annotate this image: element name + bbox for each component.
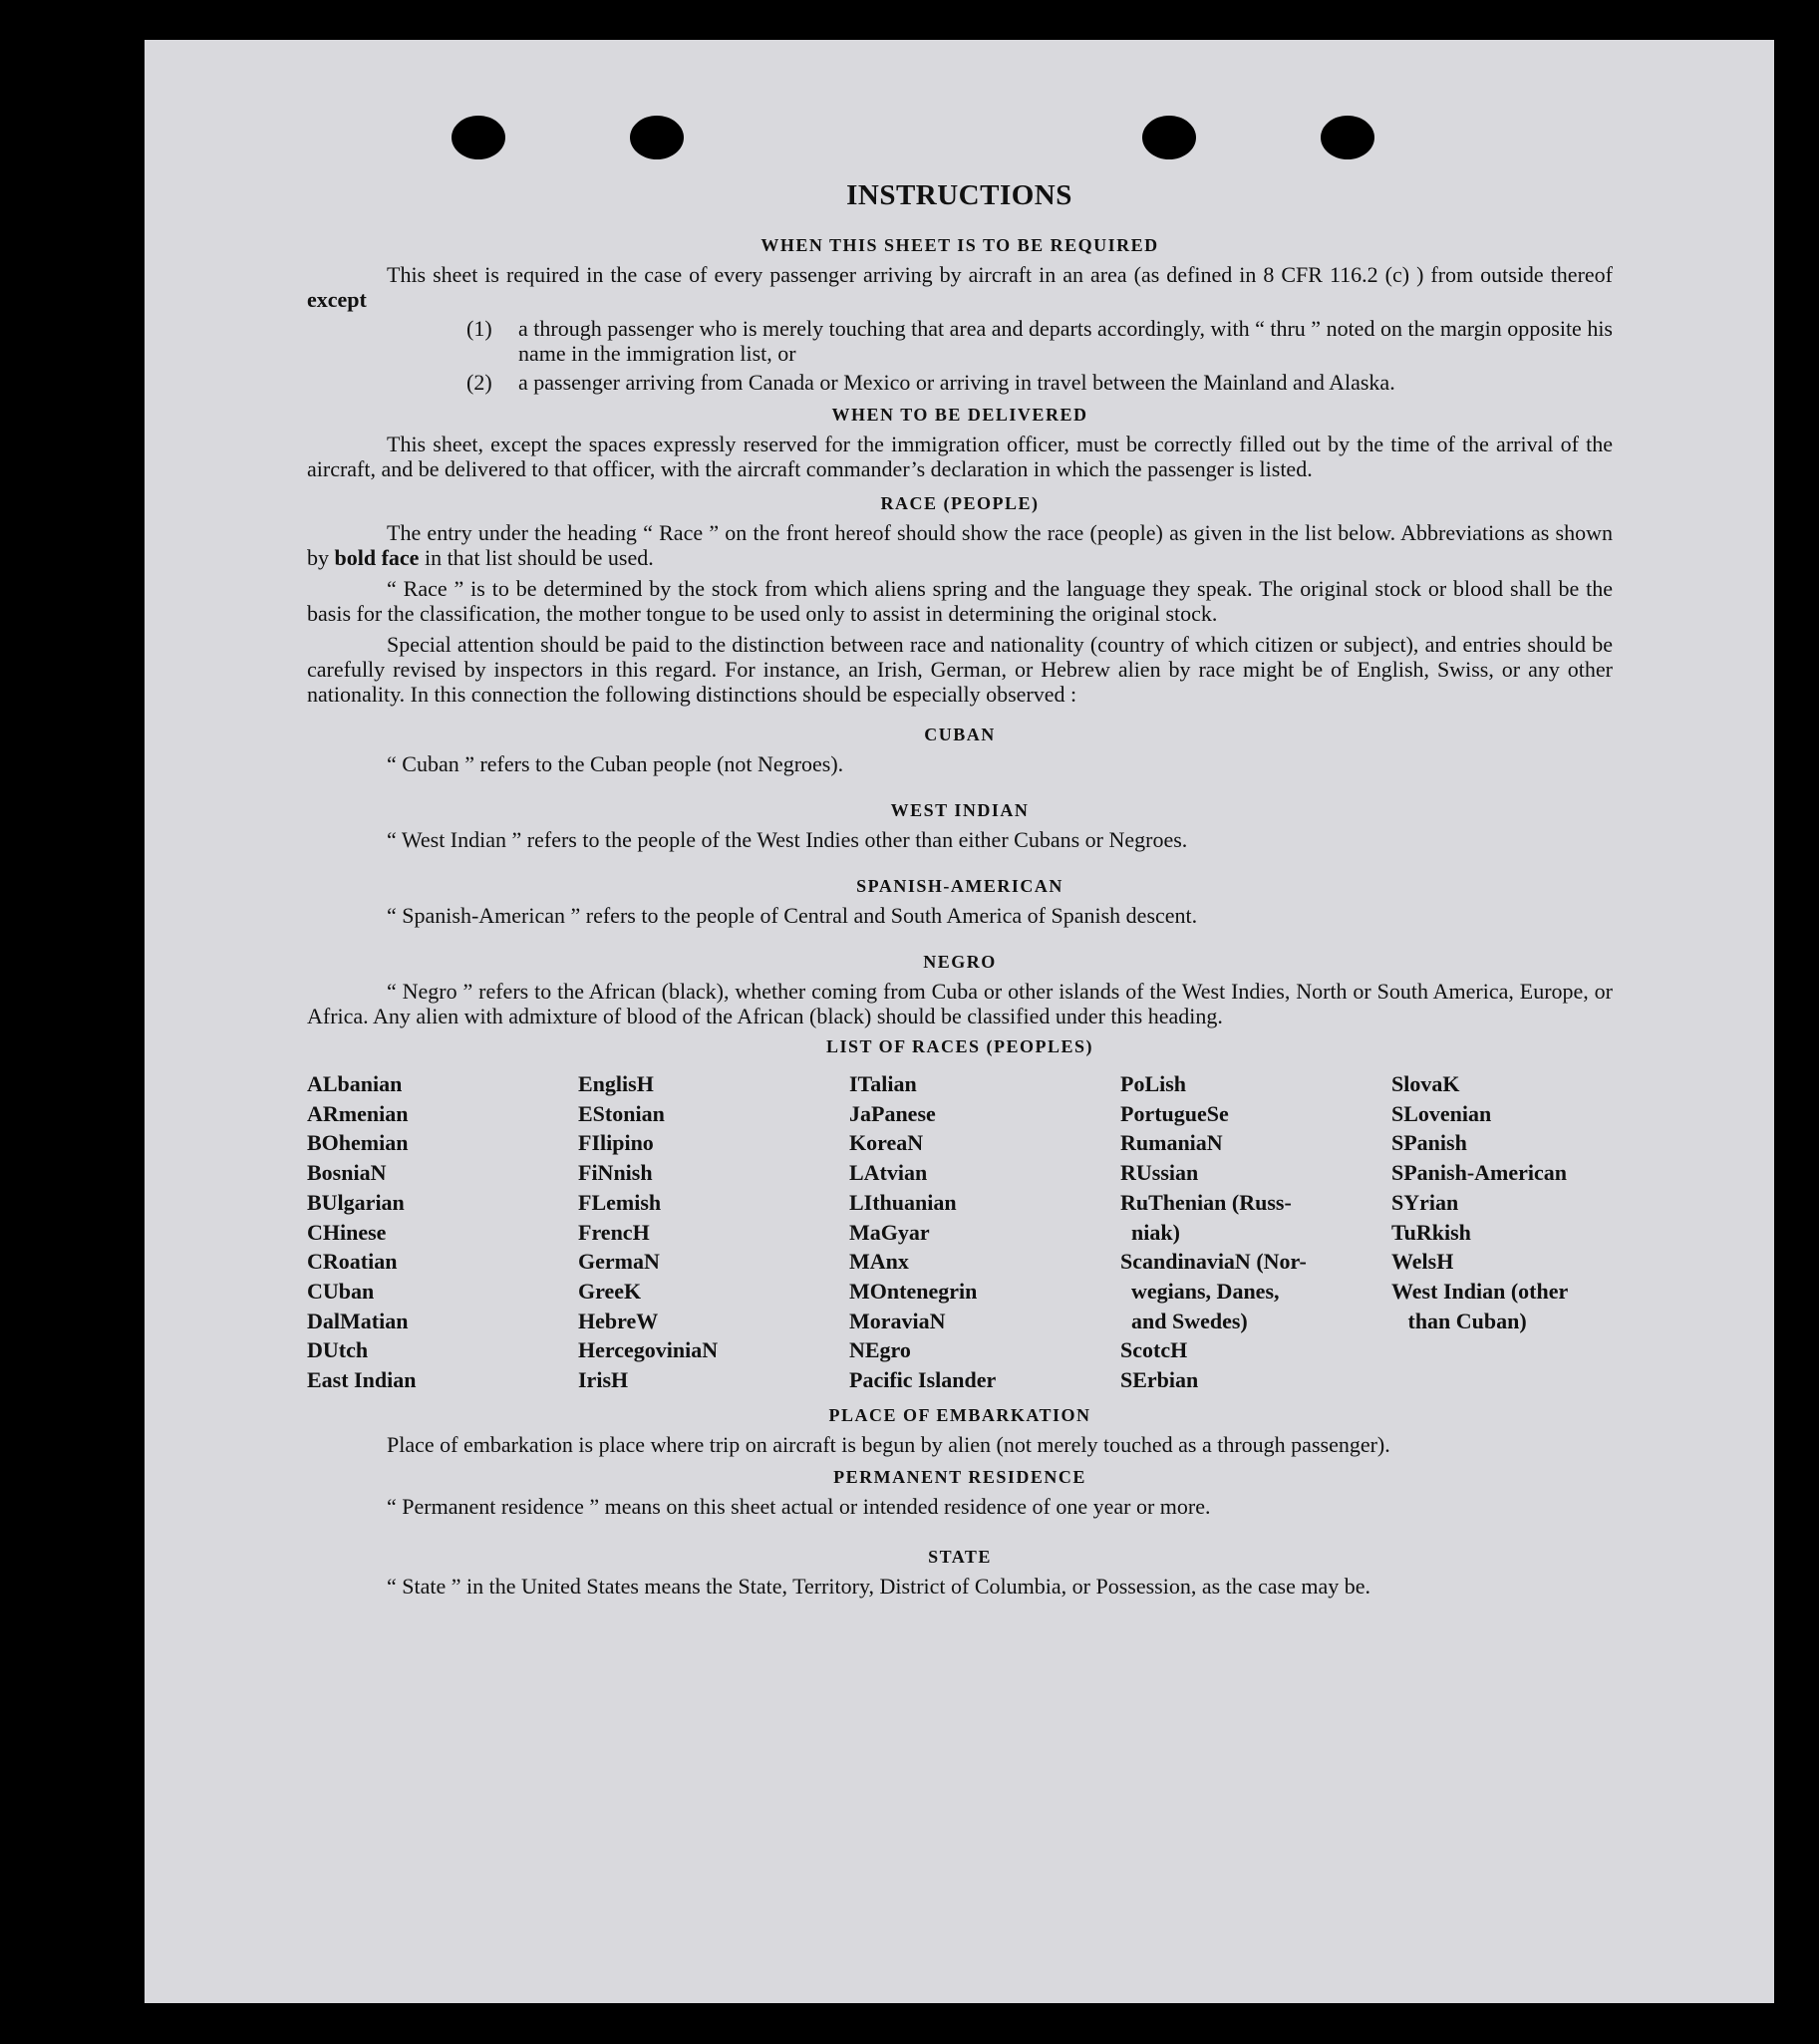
race-entry: MoraviaN — [849, 1308, 946, 1333]
race-entry: SlovaK — [1391, 1071, 1460, 1096]
item-number: (2) — [466, 370, 492, 395]
races-column — [1120, 1069, 1391, 1395]
race-entry: PortugueSe — [1120, 1100, 1229, 1126]
paragraph-when-required — [307, 262, 1613, 312]
race-entry: and Swedes) — [1120, 1308, 1248, 1333]
race-entry: FrencH — [578, 1219, 650, 1245]
paragraph-race-3: Special attention should be paid to the distinction between race and nationality (country of which citizen or subject), and entries should be carefully revised by inspectors in this regard. For instance, an Irish, German, or Hebrew alien by race might be of English, Swiss, or any other nationality. In this connection the following distinctions should be especially observed : — [307, 632, 1613, 707]
instructions-body — [307, 227, 1613, 1599]
race-entry: FLemish — [578, 1189, 662, 1215]
race-entry: IrisH — [578, 1367, 629, 1393]
paragraph-embarkation: Place of embarkation is place where trip on aircraft is begun by alien (not merely touched as a through passenger). — [387, 1431, 1390, 1457]
race-entry: CRoatian — [307, 1249, 398, 1275]
list-item — [307, 370, 1613, 395]
race-entry: GreeK — [578, 1278, 642, 1304]
punch-hole — [1142, 116, 1196, 159]
race-entry: East Indian — [307, 1367, 417, 1393]
race-entry: FIlipino — [578, 1130, 654, 1156]
heading-state: STATE — [928, 1546, 992, 1567]
paragraph-race-1 — [307, 520, 1613, 570]
item-text: a passenger arriving from Canada or Mexico or arriving in travel between the Mainland and Alaska. — [518, 370, 1395, 395]
heading-list-of-races: LIST OF RACES (PEOPLES) — [825, 1036, 1094, 1056]
paragraph-west-indian: “ West Indian ” refers to the people of the West Indies other than either Cubans or Negroes. — [387, 827, 1188, 852]
item-text: a through passenger who is merely touching that area and departs accordingly, with “ thru ” noted on the margin opposite his name in the immigration list, or — [518, 316, 1613, 366]
race-entry: wegians, Danes, — [1120, 1278, 1280, 1304]
paragraph-when-delivered: This sheet, except the spaces expressly reserved for the immigration officer, must be correctly filled out by the time of the arrival of the aircraft, and be delivered to that officer, with the aircraft commander’s declaration in which the passenger is listed. — [307, 432, 1613, 481]
race-entry: CUban — [307, 1278, 375, 1304]
race-entry: MAnx — [849, 1249, 909, 1275]
race-entry: SLovenian — [1391, 1100, 1492, 1126]
race-entry: SPanish-American — [1391, 1160, 1567, 1186]
intro-emphasis: except — [307, 287, 367, 312]
races-column — [1391, 1069, 1663, 1395]
race-entry: BUlgarian — [307, 1189, 405, 1215]
race-entry: LAtvian — [849, 1160, 928, 1186]
heading-when-required: WHEN THIS SHEET IS TO BE REQUIRED — [760, 235, 1159, 255]
race-text-b: in that list should be used. — [424, 545, 654, 570]
punch-hole — [1321, 116, 1374, 159]
heading-spanish-american: SPANISH-AMERICAN — [856, 876, 1063, 896]
race-entry: RumaniaN — [1120, 1130, 1223, 1156]
heading-cuban: CUBAN — [924, 725, 996, 744]
race-entry: MOntenegrin — [849, 1278, 978, 1304]
race-entry: HercegoviniaN — [578, 1337, 719, 1363]
race-entry: WelsH — [1391, 1249, 1454, 1275]
list-item — [307, 316, 1613, 366]
races-column — [849, 1069, 1120, 1395]
race-entry: SPanish — [1391, 1130, 1467, 1156]
race-text-a: The entry under the heading “ Race ” on the front hereof should show the race (people) as given in the list below. Abbreviations as shown by — [307, 520, 1613, 570]
race-entry: DUtch — [307, 1337, 369, 1363]
race-entry: EStonian — [578, 1100, 665, 1126]
race-entry: KoreaN — [849, 1130, 924, 1156]
race-entry: ARmenian — [307, 1100, 409, 1126]
punch-hole — [630, 116, 684, 159]
race-entry: GermaN — [578, 1249, 660, 1275]
item-number: (1) — [466, 316, 492, 341]
race-entry: BosniaN — [307, 1160, 387, 1186]
race-entry: ScandinaviaN (Nor- — [1120, 1249, 1307, 1275]
race-entry: Pacific Islander — [849, 1367, 997, 1393]
heading-permanent-residence: PERMANENT RESIDENCE — [833, 1466, 1086, 1487]
race-entry: PoLish — [1120, 1071, 1187, 1096]
race-entry: ScotcH — [1120, 1337, 1188, 1363]
race-entry: DalMatian — [307, 1308, 409, 1333]
paragraph-spanish-american: “ Spanish-American ” refers to the people of Central and South America of Spanish descent. — [387, 903, 1198, 928]
race-entry: JaPanese — [849, 1100, 936, 1126]
race-entry: FiNnish — [578, 1160, 653, 1186]
race-bold-face: bold face — [334, 545, 420, 570]
race-entry: EnglisH — [578, 1071, 654, 1096]
race-entry: RUssian — [1120, 1160, 1199, 1186]
paragraph-state: “ State ” in the United States means the State, Territory, District of Columbia, or Possession, as the case may be. — [387, 1573, 1371, 1599]
race-entry: LIthuanian — [849, 1189, 957, 1215]
paragraph-permanent-residence: “ Permanent residence ” means on this sheet actual or intended residence of one year or more. — [387, 1493, 1211, 1519]
races-column — [307, 1069, 578, 1395]
race-entry: MaGyar — [849, 1219, 930, 1245]
heading-embarkation: PLACE OF EMBARKATION — [828, 1404, 1091, 1425]
paragraph-cuban: “ Cuban ” refers to the Cuban people (not Negroes). — [387, 751, 844, 776]
race-entry: HebreW — [578, 1308, 659, 1333]
races-list — [307, 1069, 1613, 1395]
race-entry: SErbian — [1120, 1367, 1199, 1393]
race-entry: SYrian — [1391, 1189, 1459, 1215]
heading-west-indian: WEST INDIAN — [890, 800, 1030, 820]
race-entry: ALbanian — [307, 1071, 403, 1096]
race-entry: ITalian — [849, 1071, 917, 1096]
races-column — [578, 1069, 849, 1395]
race-entry: NEgro — [849, 1337, 911, 1363]
race-entry: than Cuban) — [1391, 1308, 1527, 1333]
race-entry: West Indian (other — [1391, 1278, 1569, 1304]
heading-race: RACE (PEOPLE) — [880, 493, 1040, 513]
punch-hole — [452, 116, 505, 159]
race-entry: CHinese — [307, 1219, 387, 1245]
page-title: INSTRUCTIONS — [846, 179, 1072, 211]
paragraph-race-2: “ Race ” is to be determined by the stock from which aliens spring and the language they speak. The original stock or blood shall be the basis for the classification, the mother tongue to be used only to assist in determining the original stock. — [307, 576, 1613, 626]
race-entry: niak) — [1120, 1219, 1180, 1245]
paragraph-negro: “ Negro ” refers to the African (black), whether coming from Cuba or other islands of the West Indies, North or South America, Europe, or Africa. Any alien with admixture of blood of the African (black) should be classified under this heading. — [307, 979, 1613, 1028]
heading-when-delivered: WHEN TO BE DELIVERED — [831, 405, 1088, 425]
race-entry: RuThenian (Russ- — [1120, 1189, 1292, 1215]
race-entry: TuRkish — [1391, 1219, 1471, 1245]
race-entry: BOhemian — [307, 1130, 409, 1156]
document-sheet — [145, 40, 1774, 2003]
intro-text: This sheet is required in the case of every passenger arriving by aircraft in an area (as defined in 8 CFR 116.2 (c) ) from outside thereof — [387, 262, 1613, 287]
heading-negro: NEGRO — [923, 952, 997, 972]
